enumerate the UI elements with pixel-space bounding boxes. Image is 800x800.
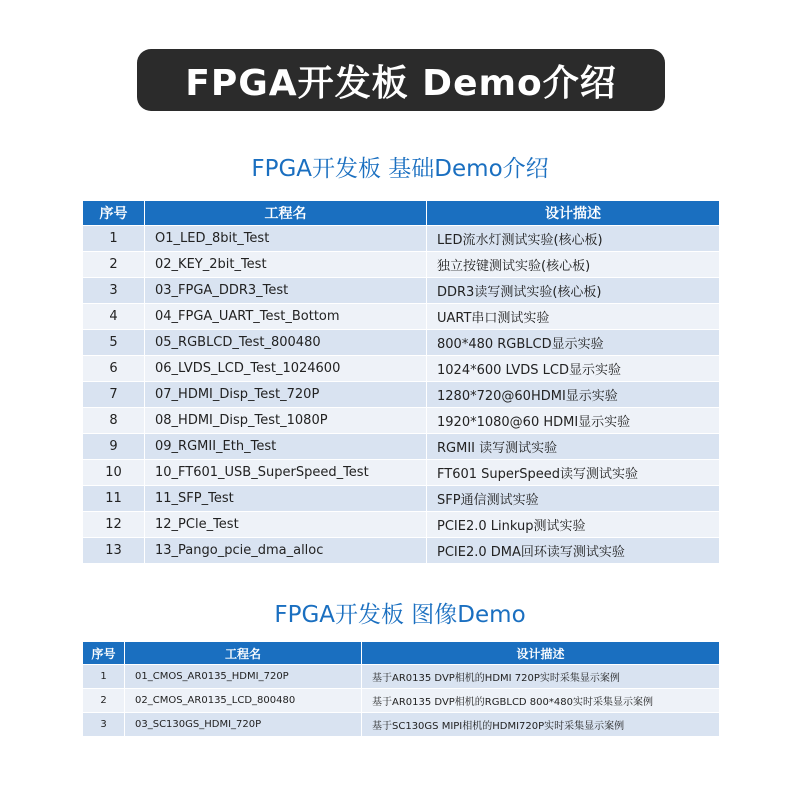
cell-description: 800*480 RGBLCD显示实验 — [427, 330, 720, 356]
cell-description: 基于AR0135 DVP相机的HDMI 720P实时采集显示案例 — [362, 665, 720, 689]
header-description: 设计描述 — [427, 201, 720, 226]
cell-index: 10 — [83, 460, 145, 486]
cell-project-name: 03_FPGA_DDR3_Test — [145, 278, 427, 304]
table-row — [83, 434, 720, 460]
cell-index: 2 — [83, 252, 145, 278]
table-row — [83, 486, 720, 512]
cell-index: 1 — [83, 226, 145, 252]
cell-index: 7 — [83, 382, 145, 408]
table-row — [83, 665, 720, 689]
cell-description: 基于AR0135 DVP相机的RGBLCD 800*480实时采集显示案例 — [362, 689, 720, 713]
table-row — [83, 304, 720, 330]
table-row — [83, 252, 720, 278]
cell-project-name: 06_LVDS_LCD_Test_1024600 — [145, 356, 427, 382]
cell-description: FT601 SuperSpeed读写测试实验 — [427, 460, 720, 486]
cell-description: 1280*720@60HDMI显示实验 — [427, 382, 720, 408]
cell-project-name: 04_FPGA_UART_Test_Bottom — [145, 304, 427, 330]
cell-index: 11 — [83, 486, 145, 512]
cell-index: 5 — [83, 330, 145, 356]
cell-project-name: 10_FT601_USB_SuperSpeed_Test — [145, 460, 427, 486]
table-header-row — [83, 201, 720, 226]
table-row — [83, 278, 720, 304]
cell-index: 3 — [83, 278, 145, 304]
table-row — [83, 538, 720, 564]
cell-description: DDR3读写测试实验(核心板) — [427, 278, 720, 304]
cell-project-name: O1_LED_8bit_Test — [145, 226, 427, 252]
table-row — [83, 713, 720, 737]
cell-project-name: 13_Pango_pcie_dma_alloc — [145, 538, 427, 564]
cell-project-name: 03_SC130GS_HDMI_720P — [125, 713, 362, 737]
header-description: 设计描述 — [362, 642, 720, 665]
cell-project-name: 12_PCle_Test — [145, 512, 427, 538]
cell-description: PCIE2.0 Linkup测试实验 — [427, 512, 720, 538]
cell-project-name: 02_CMOS_AR0135_LCD_800480 — [125, 689, 362, 713]
table-row — [83, 356, 720, 382]
cell-project-name: 11_SFP_Test — [145, 486, 427, 512]
header-project-name: 工程名 — [145, 201, 427, 226]
cell-index: 2 — [83, 689, 125, 713]
cell-description: 基于SC130GS MIPI相机的HDMI720P实时采集显示案例 — [362, 713, 720, 737]
cell-description: 1920*1080@60 HDMI显示实验 — [427, 408, 720, 434]
page-title: FPGA开发板 Demo介绍 — [185, 62, 617, 104]
basic-demo-section-title: FPGA开发板 基础Demo介绍 — [251, 156, 549, 182]
cell-project-name: 01_CMOS_AR0135_HDMI_720P — [125, 665, 362, 689]
cell-project-name: 05_RGBLCD_Test_800480 — [145, 330, 427, 356]
header-project-name: 工程名 — [125, 642, 362, 665]
cell-index: 13 — [83, 538, 145, 564]
table-row — [83, 512, 720, 538]
basic-demo-table — [82, 200, 720, 564]
cell-description: RGMII 读写测试实验 — [427, 434, 720, 460]
table-row — [83, 330, 720, 356]
header-index: 序号 — [83, 642, 125, 665]
cell-index: 4 — [83, 304, 145, 330]
page-banner — [137, 49, 665, 111]
cell-index: 12 — [83, 512, 145, 538]
cell-description: SFP通信测试实验 — [427, 486, 720, 512]
cell-project-name: 02_KEY_2bit_Test — [145, 252, 427, 278]
cell-project-name: 07_HDMI_Disp_Test_720P — [145, 382, 427, 408]
table-row — [83, 408, 720, 434]
image-demo-section-title: FPGA开发板 图像Demo — [274, 602, 526, 628]
cell-description: PCIE2.0 DMA回环读写测试实验 — [427, 538, 720, 564]
table-row — [83, 226, 720, 252]
cell-index: 3 — [83, 713, 125, 737]
table-row — [83, 382, 720, 408]
cell-project-name: 09_RGMII_Eth_Test — [145, 434, 427, 460]
cell-description: LED流水灯测试实验(核心板) — [427, 226, 720, 252]
cell-description: 独立按键测试实验(核心板) — [427, 252, 720, 278]
cell-index: 8 — [83, 408, 145, 434]
cell-index: 6 — [83, 356, 145, 382]
table-header-row — [83, 642, 720, 665]
header-index: 序号 — [83, 201, 145, 226]
table-row — [83, 689, 720, 713]
cell-index: 9 — [83, 434, 145, 460]
cell-index: 1 — [83, 665, 125, 689]
cell-description: 1024*600 LVDS LCD显示实验 — [427, 356, 720, 382]
table-row — [83, 460, 720, 486]
cell-description: UART串口测试实验 — [427, 304, 720, 330]
cell-project-name: 08_HDMI_Disp_Test_1080P — [145, 408, 427, 434]
image-demo-table — [82, 641, 720, 737]
